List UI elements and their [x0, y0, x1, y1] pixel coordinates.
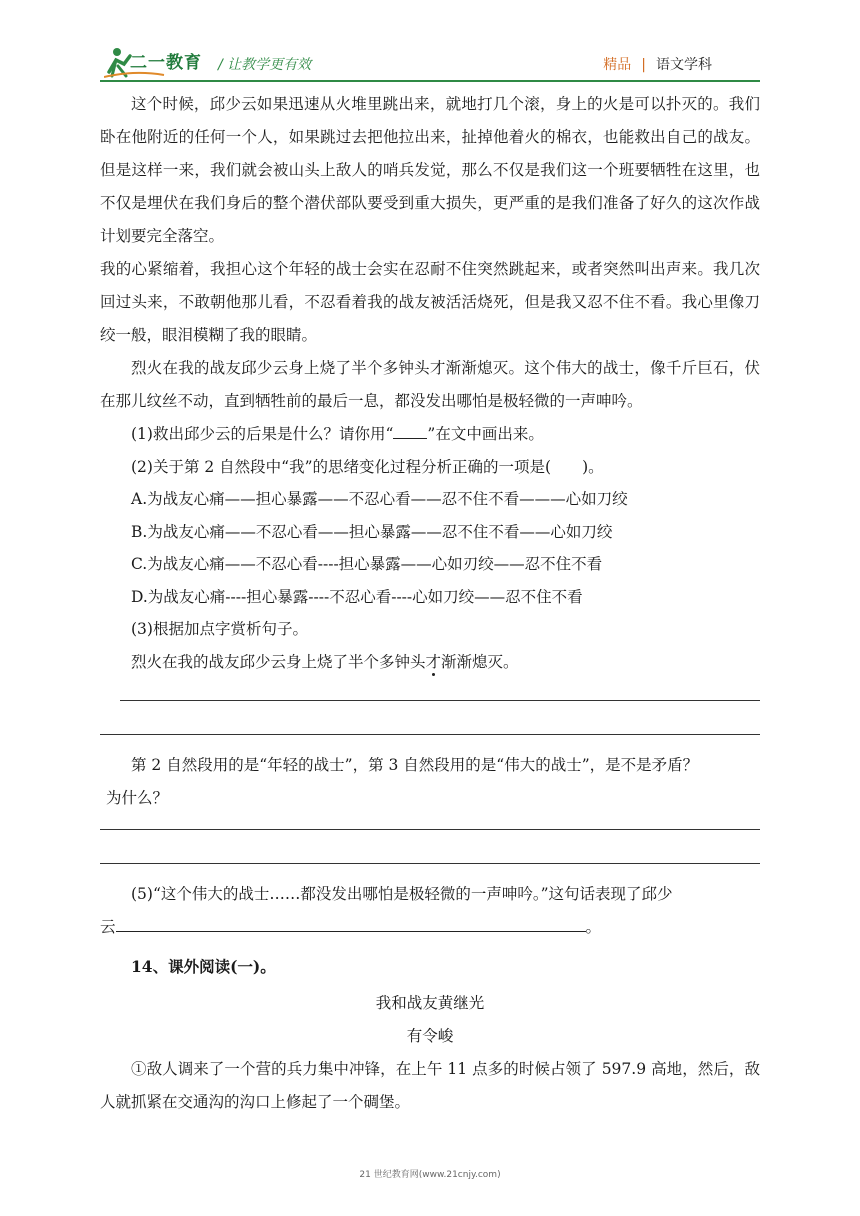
page-header	[100, 44, 760, 84]
paragraph-2: 我的心紧缩着，我担心这个年轻的战士会实在忍耐不住突然跳起来，或者突然叫出声来。我几次回过头来，不敢朝他那儿看，不忍看着我的战友被活活烧死，但是我又忍不住不看。我心里像刀绞一般，眼泪模糊了我的眼睛。	[100, 260, 760, 344]
q5-line2-start: 云	[100, 918, 116, 936]
dotted-character: 才	[425, 652, 442, 671]
q3-sentence-before: 烈火在我的战友邱少云身上烧了半个多钟头	[131, 652, 426, 671]
article-paragraph-1: ①敌人调来了一个营的兵力集中冲锋，在上午 11 点多的时候占领了 597.9 高地，然后，敌人就抓紧在交通沟的沟口上修起了一个碉堡。	[100, 1060, 760, 1111]
q1-text-after: ”在文中画出来。	[427, 425, 544, 443]
question-5-line-1: (5)“这个伟大的战士……都没发出哪怕是极轻微的一声呻吟。”这句话表现了邱少	[131, 885, 673, 903]
subject-label: 语文学科	[656, 57, 712, 73]
header-divider	[100, 80, 760, 82]
document-body	[100, 88, 760, 1119]
question-2-stem: (2)关于第 2 自然段中“我”的思绪变化过程分析正确的一项是( )。	[131, 457, 604, 476]
q5-answer-blank[interactable]	[116, 915, 586, 932]
q3-sentence-after: 渐渐熄灭。	[441, 652, 519, 671]
option-c: C.为战友心痛——不忍心看----担心暴露——心如刃绞——忍不住不看	[131, 555, 603, 573]
header-right	[603, 54, 712, 74]
paragraph-3: 烈火在我的战友邱少云身上烧了半个多钟头才渐渐熄灭。这个伟大的战士，像千斤巨石，伏在那儿纹丝不动，直到牺牲前的最后一息，都没发出哪怕是极轻微的一声呻吟。	[100, 359, 760, 410]
question-3-stem: (3)根据加点字赏析句子。	[131, 620, 308, 638]
option-b: B.为战友心痛——不忍心看——担心暴露——忍不住不看——心如刀绞	[131, 522, 613, 541]
question-3-sentence	[100, 646, 760, 679]
page-footer: 21 世纪教育网(www.21cnjy.com)	[359, 1170, 501, 1180]
quality-label: 精品	[603, 57, 632, 73]
q1-text-before: (1)救出邱少云的后果是什么？请你用“	[131, 425, 394, 443]
logo-text: 二一教育	[130, 53, 202, 73]
option-d: D.为战友心痛----担心暴露----不忍心看----心如刀绞——忍不住不看	[131, 587, 583, 606]
option-a: A.为战友心痛——担心暴露——不忍心看——忍不住不看———心如刀绞	[131, 490, 628, 508]
article-author: 有令峻	[406, 1027, 454, 1045]
question-4-line-2: 为什么？	[106, 789, 169, 807]
header-slogan: / 让教学更有效	[218, 57, 312, 73]
question-1	[100, 418, 760, 451]
question-5-line-2	[100, 911, 760, 944]
q5-line2-end: 。	[585, 918, 602, 936]
question-14-heading: 14、课外阅读(一)。	[131, 957, 276, 976]
question-4-line-1: 第 2 自然段用的是“年轻的战士”，第 3 自然段用的是“伟大的战士”，是不是矛盾？	[131, 756, 699, 774]
article-title: 我和战友黄继光	[375, 994, 485, 1012]
header-separator: |	[641, 57, 646, 73]
paragraph-1: 这个时候，邱少云如果迅速从火堆里跳出来，就地打几个滚，身上的火是可以扑灭的。我们卧在他附近的任何一个人，如果跳过去把他拉出来，扯掉他着火的棉衣，也能救出自己的战友。但是这样一来，我们就会被山头上敌人的哨兵发觉，那么不仅是我们这一个班要牺牲在这里，也不仅是埋伏在我们身后的整个潜伏部队要受到重大损失，更严重的是我们准备了好久的这次作战计划要完全落空。	[100, 95, 760, 245]
underline-sample	[393, 424, 427, 439]
